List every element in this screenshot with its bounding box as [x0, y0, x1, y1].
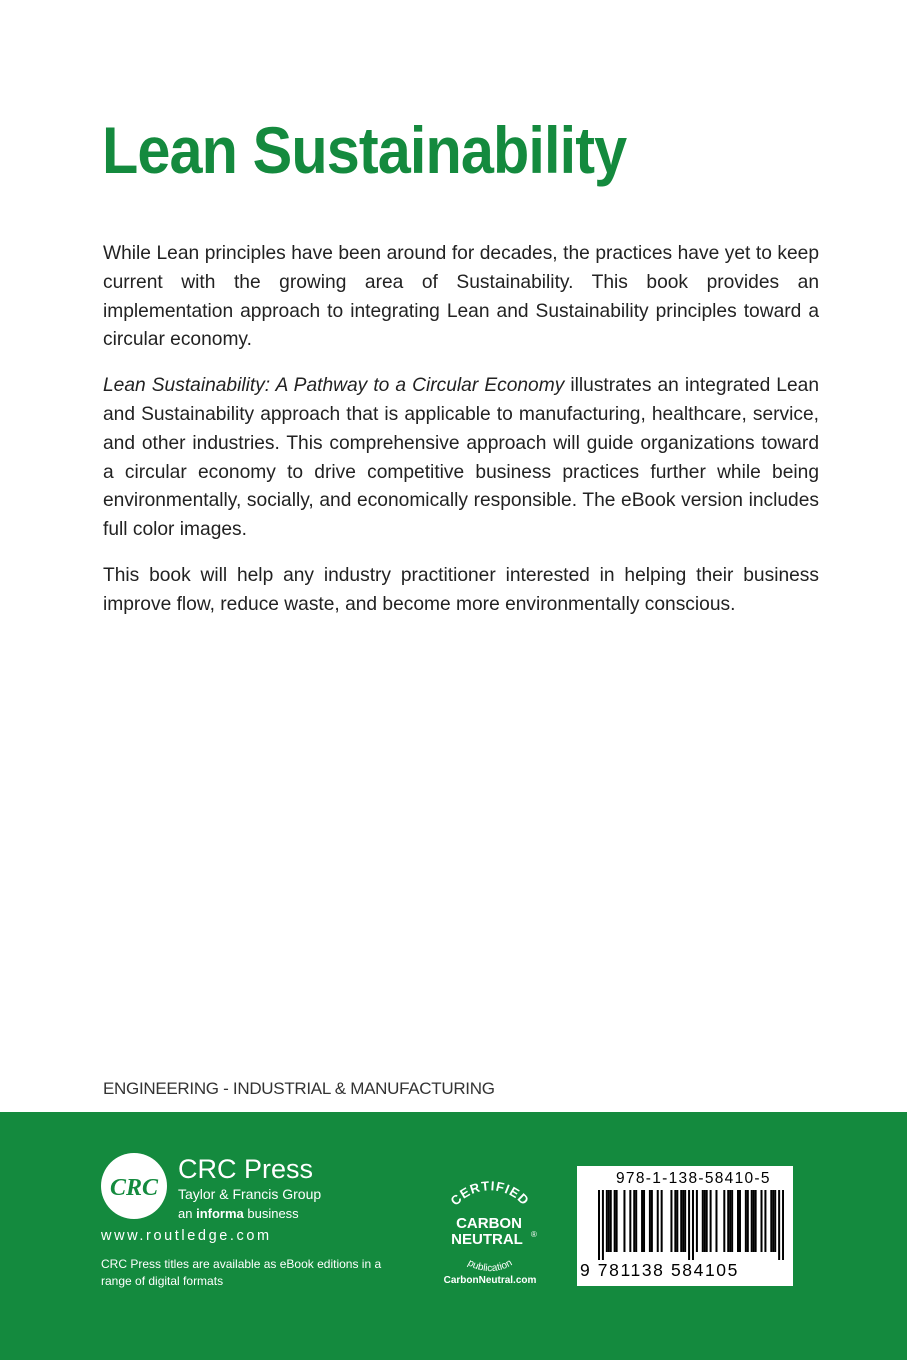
barcode-bar — [706, 1190, 708, 1252]
barcode-bar — [661, 1190, 663, 1252]
isbn-digits: 9 781138 584105 — [580, 1260, 739, 1280]
barcode-bar — [737, 1190, 739, 1252]
barcode-bar — [641, 1190, 643, 1252]
subject-category: ENGINEERING - INDUSTRIAL & MANUFACTURING — [103, 1079, 495, 1098]
svg-text:publication — [466, 1258, 514, 1275]
ebook-note: CRC Press titles are available as eBook editions in a range of digital formats — [101, 1257, 382, 1288]
barcode-bar — [739, 1190, 741, 1252]
barcode-bar — [774, 1190, 776, 1252]
book-title: Lean Sustainability — [102, 113, 627, 187]
publisher-informa — [178, 1206, 299, 1221]
badge-neutral-text: NEUTRAL — [451, 1231, 523, 1248]
barcode-bar — [723, 1190, 725, 1252]
barcode-bar — [770, 1190, 772, 1252]
barcode-bar — [606, 1190, 608, 1252]
description-paragraph-3: This book will help any industry practitioner interested in helping their business improve flow, reduce waste, and become more environmentally conscious. — [103, 564, 819, 615]
informa-prefix: an — [178, 1206, 197, 1221]
barcode-bar — [629, 1190, 631, 1252]
barcode-bar — [674, 1190, 676, 1252]
barcode-bar — [614, 1190, 616, 1252]
description-paragraph-2 — [103, 372, 819, 545]
barcode-bar — [731, 1190, 733, 1252]
publisher-name: CRC Press — [178, 1154, 314, 1184]
barcode-bar — [729, 1190, 731, 1252]
barcode-bar — [764, 1190, 766, 1252]
barcode-bar — [745, 1190, 747, 1252]
barcode-bar — [633, 1190, 635, 1252]
badge-certified-text: CERTIFIED — [447, 1178, 533, 1209]
barcode-bar — [682, 1190, 684, 1252]
barcode-bar — [684, 1190, 686, 1252]
barcode-bar — [753, 1190, 755, 1252]
barcode-bar — [598, 1190, 600, 1260]
barcode-bar — [680, 1190, 682, 1252]
description-paragraph-2-text: illustrates an integrated Lean and Sustainability approach that is applicable to manufacturing, healthcare, service, and other industries. This comprehensive approach will guide organizations toward a circular economy to drive competitive business practices further while being environmentally, socially, and economically responsible. The eBook version includes full color images. — [103, 375, 819, 541]
barcode-bar — [782, 1190, 784, 1260]
barcode-bar — [715, 1190, 717, 1252]
isbn-barcode-icon — [598, 1190, 784, 1260]
barcode-bar — [761, 1190, 763, 1252]
svg-text:CERTIFIED — [447, 1178, 532, 1208]
barcode-bar — [623, 1190, 625, 1252]
publisher-group: Taylor & Francis Group — [178, 1186, 322, 1202]
barcode-bar — [688, 1190, 690, 1260]
barcode-bar — [702, 1190, 704, 1252]
barcode-bar — [643, 1190, 645, 1252]
badge-carbon-text: CARBON — [456, 1215, 522, 1232]
barcode-bar — [727, 1190, 729, 1252]
description-paragraph-1: While Lean principles have been around for decades, the practices have yet to keep current with the growing area of Sustainability. This book provides an implementation approach to integrating Lean and Sustainability principles toward a circular economy. — [103, 243, 819, 351]
barcode-bar — [696, 1190, 698, 1252]
barcode-bar — [778, 1190, 780, 1260]
book-full-title-italic: Lean Sustainability: A Pathway to a Circular Economy — [103, 375, 565, 397]
badge-publication-text: publication — [465, 1257, 515, 1275]
isbn-hyphenated: 978-1-138-58410-5 — [616, 1170, 771, 1187]
barcode-bar — [747, 1190, 749, 1252]
publisher-website[interactable]: www.routledge.com — [101, 1228, 272, 1244]
barcode-bar — [704, 1190, 706, 1252]
carbon-neutral-badge-icon — [425, 1167, 555, 1297]
barcode-bar — [635, 1190, 637, 1252]
barcode-bar — [651, 1190, 653, 1252]
barcode-bar — [710, 1190, 712, 1252]
informa-bold: informa — [196, 1206, 244, 1221]
publisher-footer — [0, 1112, 907, 1360]
barcode-bar — [692, 1190, 694, 1260]
barcode-bar — [772, 1190, 774, 1252]
badge-site-text: CarbonNeutral.com — [443, 1275, 537, 1286]
barcode-bar — [602, 1190, 604, 1260]
barcode-bar — [755, 1190, 757, 1252]
barcode-bar — [616, 1190, 618, 1252]
crc-logo-icon — [100, 1152, 168, 1220]
barcode-bar — [657, 1190, 659, 1252]
barcode-bar — [670, 1190, 672, 1252]
informa-suffix: business — [243, 1206, 299, 1221]
badge-registered-mark: ® — [531, 1230, 537, 1239]
barcode-bar — [610, 1190, 612, 1252]
barcode-bar — [676, 1190, 678, 1252]
barcode-bar — [751, 1190, 753, 1252]
barcode-bar — [608, 1190, 610, 1252]
book-description — [103, 240, 819, 637]
crc-logo-text: CRC — [109, 1175, 159, 1201]
barcode-bar — [649, 1190, 651, 1252]
